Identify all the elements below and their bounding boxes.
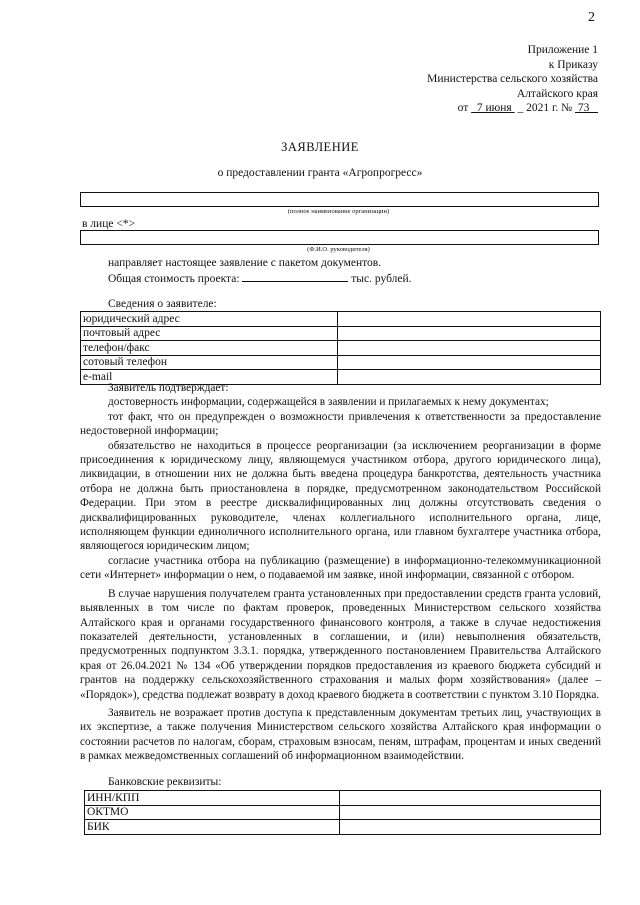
violation-paragraph: В случае нарушения получателем гранта установленных при предоставлении средств гранта условий, выявленных в том числе по фактам проверок, проведенных Министерством сельского хозяйства Алтайского края и органами государственного финансового контроля, а также в случае недостижения показателей деятельности, установленных в соглашении, и (или) невыполнения обязательств, предусмотренных подпунктом 3.3.1. порядка, утвержденного постановлением Правительства Алтайского края от 26.04.2021 № 134 «Об утверждении порядков предоставления из краевого бюджета субсидий и грантов на поддержку сельскохозяйственного страхования и малых форм хозяйствования» (далее – «Порядок»), средства подлежат возврату в доход краевого бюджета в соответствии с пунктом 3.10 Порядка. [80, 587, 601, 701]
table-cell-value[interactable] [340, 805, 601, 820]
order-number: 73 [577, 102, 590, 114]
date-year: _ 2021 [517, 102, 550, 114]
table-cell-label: ОКТМО [85, 805, 340, 820]
table-cell-value[interactable] [338, 312, 601, 327]
bank-heading: Банковские реквизиты: [108, 776, 222, 788]
director-name-field[interactable] [80, 230, 599, 245]
table-cell-label: почтовый адрес [81, 326, 338, 341]
table-cell-value[interactable] [340, 791, 601, 806]
organization-name-caption: (полное наименование организации) [287, 208, 390, 215]
applicant-table [80, 311, 601, 385]
table-cell-value[interactable] [338, 355, 601, 370]
confirm-heading: Заявитель подтверждает: [108, 382, 229, 394]
appendix-block [427, 43, 598, 116]
table-cell-value[interactable] [338, 326, 601, 341]
confirm-paragraph-3: обязательство не находиться в процессе реорганизации (за исключением реорганизации в форме присоединения к юридическому лицу, являющемуся участником отбора, другого юридического лица), ликвидации, в отношении них не должна быть введена процедура банкротства, деятельность участника отбора не должна быть приостановлена в порядке, предусмотренном законодательством Российской Федерации. При этом в реестре дисквалифицированных лиц должны отсутствовать сведения о дисквалифицированных руководителе, членах коллегиального исполнительного органа, лице, исполняющем функции единоличного исполнительного органа, или главном бухгалтере участника отбора, являющегося юридическим лицом; [80, 439, 601, 553]
table-cell-label: e-mail [81, 370, 338, 385]
table-row [85, 791, 601, 806]
confirm-paragraph-4: согласие участника отбора на публикацию (размещение) в информационно-телекоммуникационной сети «Интернет» информации о нем, о подаваемой им заявке, иной информации, связанной с отбором. [80, 554, 601, 582]
document-title: ЗАЯВЛЕНИЕ [281, 140, 359, 154]
project-cost-unit: тыс. рублей. [351, 273, 412, 285]
bank-table [84, 790, 601, 835]
appendix-line-4: Алтайского края [516, 87, 598, 100]
table-cell-label: телефон/факс [81, 341, 338, 356]
confirm-paragraph-2: тот факт, что он предупрежден о возможности привлечения к ответственности за предоставление недостоверной информации; [80, 410, 601, 438]
submits-text: направляет настоящее заявление с пакетом документов. [108, 257, 382, 269]
table-cell-value[interactable] [338, 341, 601, 356]
table-cell-label: юридический адрес [81, 312, 338, 327]
table-cell-label: ИНН/КПП [85, 791, 340, 806]
project-cost-line [108, 270, 412, 285]
table-cell-label: БИК [85, 820, 340, 835]
project-cost-label: Общая стоимость проекта: [108, 273, 240, 285]
confirm-paragraph-1: достоверность информации, содержащейся в заявлении и прилагаемых к нему документах; [108, 396, 549, 409]
table-row [81, 355, 601, 370]
page-number: 2 [588, 10, 595, 25]
document-subtitle: о предоставлении гранта «Агропрогресс» [217, 167, 423, 179]
director-name-caption: (Ф.И.О. руководителя) [307, 246, 370, 253]
project-cost-field[interactable] [242, 270, 348, 282]
table-row [81, 326, 601, 341]
appendix-line-2: к Приказу [548, 58, 598, 71]
date-suffix: г. № [551, 102, 573, 114]
date-prefix: от [457, 102, 469, 114]
appendix-line-1: Приложение 1 [527, 44, 598, 56]
table-row [85, 805, 601, 820]
appendix-line-3: Министерства сельского хозяйства [427, 73, 598, 85]
appendix-date-line [427, 101, 598, 116]
person-label: в лице <*> [82, 218, 136, 230]
table-row [81, 341, 601, 356]
confirmation-section [80, 381, 601, 764]
date-day-month: 7 июня [476, 102, 512, 114]
table-row [81, 312, 601, 327]
table-cell-value[interactable] [340, 820, 601, 835]
organization-name-field[interactable] [80, 192, 599, 207]
applicant-heading: Сведения о заявителе: [108, 298, 217, 310]
table-cell-label: сотовый телефон [81, 355, 338, 370]
access-paragraph: Заявитель не возражает против доступа к представленным документам третьих лиц, участвующих в их экспертизе, а также получения Министерством сельского хозяйства Алтайского края информации о состоянии расчетов по налогам, сборам, страховым взносам, пеням, штрафам, процентам и иных сведений в рамках межведомственных соглашений об информационном взаимодействии. [80, 706, 601, 763]
table-row [85, 820, 601, 835]
